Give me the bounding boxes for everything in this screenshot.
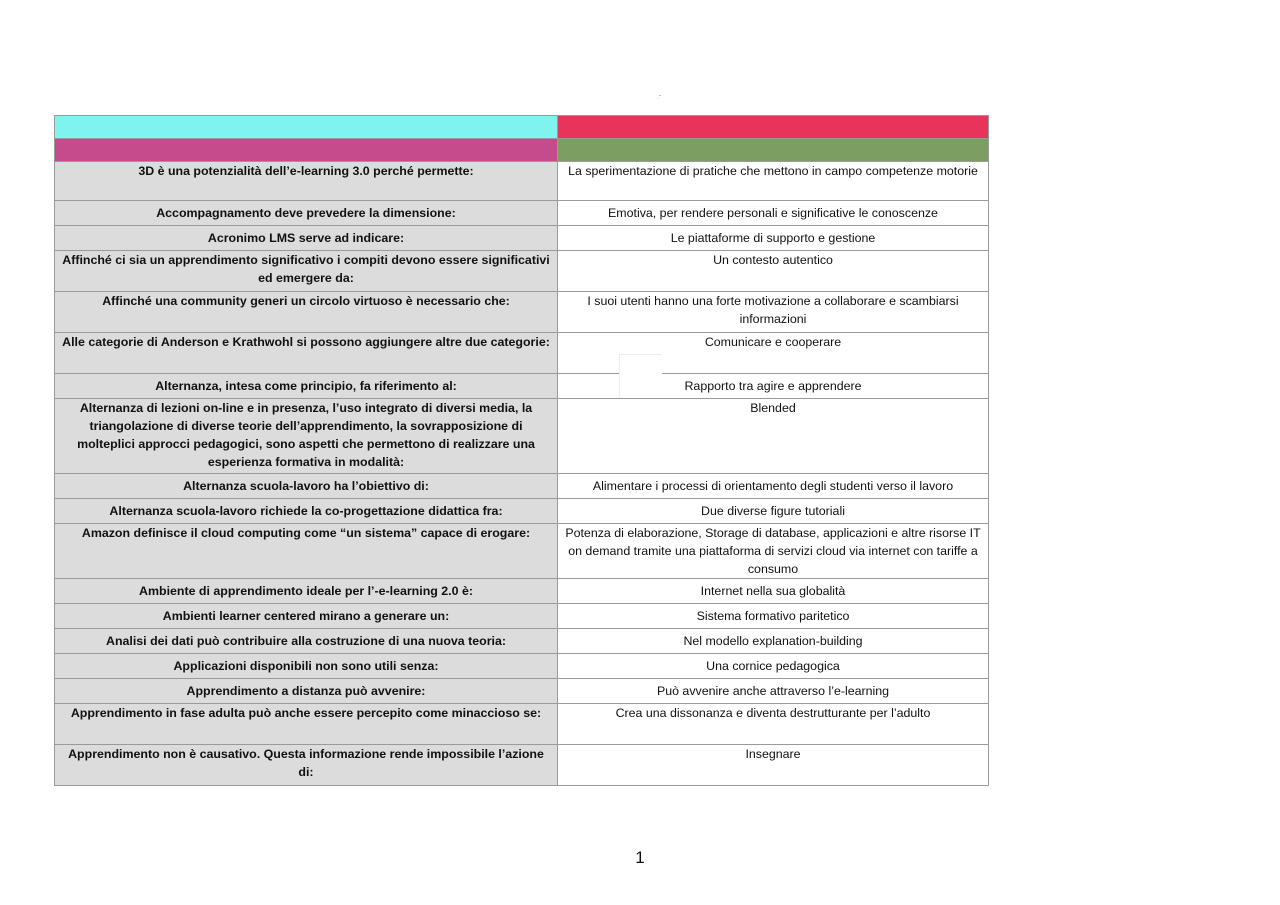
question-cell: Amazon definisce il cloud computing come “un sistema” capace di erogare: xyxy=(55,524,558,579)
header-cell-red xyxy=(558,116,989,139)
answer-cell: Sistema formativo paritetico xyxy=(558,604,989,629)
table-row xyxy=(55,292,989,333)
question-cell: Accompagnamento deve prevedere la dimensione: xyxy=(55,201,558,226)
answer-cell: Le piattaforme di supporto e gestione xyxy=(558,226,989,251)
table-row xyxy=(55,654,989,679)
question-cell: Apprendimento a distanza può avvenire: xyxy=(55,679,558,704)
answer-cell: Alimentare i processi di orientamento degli studenti verso il lavoro xyxy=(558,474,989,499)
header-mark: ·˜ xyxy=(657,96,661,102)
table-row xyxy=(55,679,989,704)
table-row xyxy=(55,745,989,786)
answer-cell: I suoi utenti hanno una forte motivazione a collaborare e scambiarsi informazioni xyxy=(558,292,989,333)
question-cell: Affinché ci sia un apprendimento significativo i compiti devono essere significativi ed emergere da: xyxy=(55,251,558,292)
question-cell: Alternanza scuola-lavoro richiede la co-progettazione didattica fra: xyxy=(55,499,558,524)
question-cell: Alternanza, intesa come principio, fa riferimento al: xyxy=(55,374,558,399)
answer-cell: Emotiva, per rendere personali e significative le conoscenze xyxy=(558,201,989,226)
table-row xyxy=(55,399,989,474)
answer-cell: Crea una dissonanza e diventa destrutturante per l’adulto xyxy=(558,704,989,745)
question-cell: Apprendimento in fase adulta può anche essere percepito come minaccioso se: xyxy=(55,704,558,745)
answer-cell: Due diverse figure tutoriali xyxy=(558,499,989,524)
question-cell: Affinché una community generi un circolo virtuoso è necessario che: xyxy=(55,292,558,333)
answer-cell: Potenza di elaborazione, Storage di database, applicazioni e altre risorse IT on demand tramite una piattaforma di servizi cloud via internet con tariffe a consumo xyxy=(558,524,989,579)
answer-cell: La sperimentazione di pratiche che mettono in campo competenze motorie xyxy=(558,162,989,201)
table-row xyxy=(55,251,989,292)
answer-cell: Insegnare xyxy=(558,745,989,786)
header-cell-magenta xyxy=(55,139,558,162)
header-cell-green xyxy=(558,139,989,162)
table-row xyxy=(55,524,989,579)
answer-cell: Blended xyxy=(558,399,989,474)
question-cell: Ambienti learner centered mirano a generare un: xyxy=(55,604,558,629)
answer-cell: Un contesto autentico xyxy=(558,251,989,292)
table-row xyxy=(55,226,989,251)
table-row xyxy=(55,374,989,399)
answer-cell: Rapporto tra agire e apprendere xyxy=(558,374,989,399)
table-row xyxy=(55,333,989,374)
question-cell: 3D è una potenzialità dell’e-learning 3.0 perché permette: xyxy=(55,162,558,201)
blank-overlay-patch xyxy=(619,354,662,397)
question-cell: Acronimo LMS serve ad indicare: xyxy=(55,226,558,251)
question-cell: Apprendimento non è causativo. Questa informazione rende impossibile l’azione di: xyxy=(55,745,558,786)
question-cell: Alle categorie di Anderson e Krathwohl si possono aggiungere altre due categorie: xyxy=(55,333,558,374)
answer-cell: Una cornice pedagogica xyxy=(558,654,989,679)
answer-cell: Nel modello explanation-building xyxy=(558,629,989,654)
question-cell: Alternanza di lezioni on-line e in presenza, l’uso integrato di diversi media, la triangolazione di diverse teorie dell’apprendimento, la sovrapposizione di molteplici approcci pedagogici, sono aspetti che permettono di realizzare una esperienza formativa in modalità: xyxy=(55,399,558,474)
table-row xyxy=(55,579,989,604)
table-row xyxy=(55,499,989,524)
question-cell: Analisi dei dati può contribuire alla costruzione di una nuova teoria: xyxy=(55,629,558,654)
table-row xyxy=(55,201,989,226)
qa-table xyxy=(54,115,989,786)
answer-cell: Può avvenire anche attraverso l’e-learning xyxy=(558,679,989,704)
answer-cell: Internet nella sua globalità xyxy=(558,579,989,604)
page-number: 1 xyxy=(635,848,645,867)
table-row xyxy=(55,629,989,654)
header-cell-cyan xyxy=(55,116,558,139)
question-cell: Alternanza scuola-lavoro ha l’obiettivo di: xyxy=(55,474,558,499)
table-row xyxy=(55,162,989,201)
question-cell: Applicazioni disponibili non sono utili senza: xyxy=(55,654,558,679)
header-color-band-1 xyxy=(55,116,989,139)
header-color-band-2 xyxy=(55,139,989,162)
answer-cell: Comunicare e cooperare xyxy=(558,333,989,374)
table-row xyxy=(55,704,989,745)
table-row xyxy=(55,604,989,629)
table-row xyxy=(55,474,989,499)
question-cell: Ambiente di apprendimento ideale per l’-e-learning 2.0 è: xyxy=(55,579,558,604)
